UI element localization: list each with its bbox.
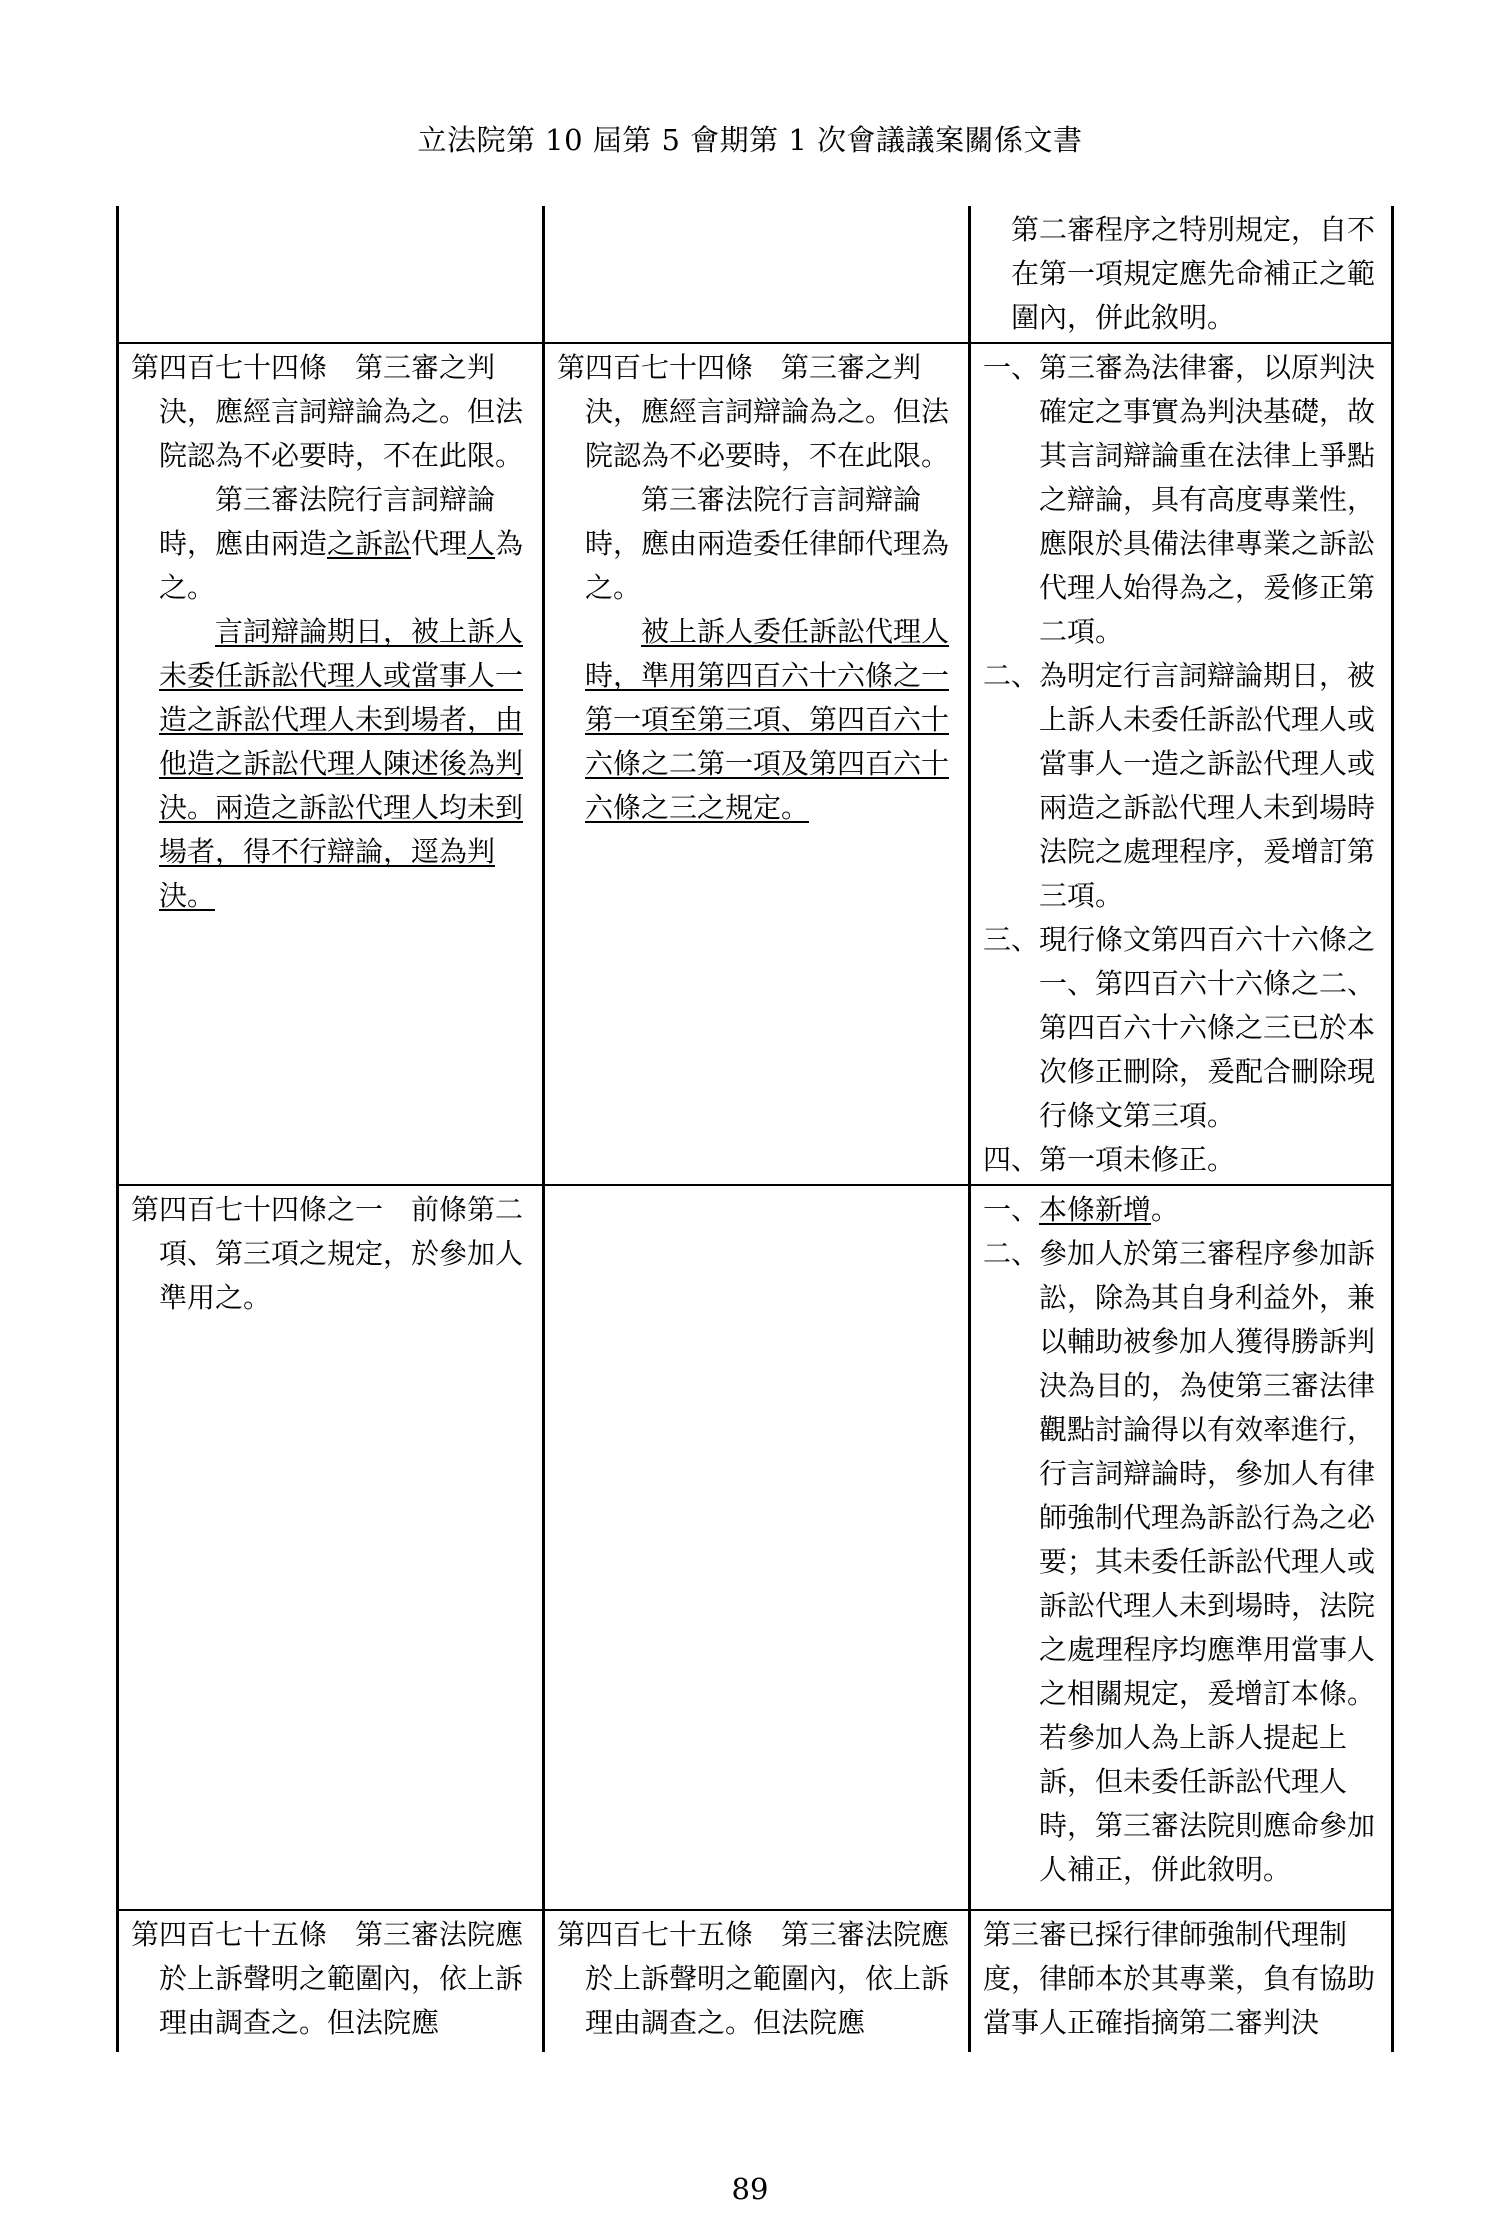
item-text: 參加人於第三審程序參加訴訟，除為其自身利益外，兼以輔助被參加人獲得勝訴判決為目的，為使第三審法律觀點討論得以有效率進行，行言詞辯論時，參加人有律師強制代理為訴訟行為之必要；其未委任訴訟代理人或訴訟代理人未到場時，法院之處理程序均應準用當事人之相關規定，爰增訂本條。若參加人為上訴人提起上訴，但未委任訴訟代理人時，第三審法院則應命參加人補正，併此敘明。: [1039, 1237, 1376, 1886]
amended-text: 人: [467, 527, 496, 560]
text-span: 為之。: [159, 527, 524, 604]
text-span: 代理: [411, 527, 468, 560]
cell-explanation-cont: [970, 206, 1393, 343]
article-text: 第四百七十四條 第三審之判決，應經言詞辯論為之。但法院認為不必要時，不在此限。: [131, 351, 524, 472]
list-item: [983, 1188, 1377, 1232]
article-text: 第四百七十四條之一 前條第二項、第三項之規定，於參加人準用之。: [131, 1193, 524, 1314]
article-paragraph: [131, 478, 528, 610]
cell-explanation: [970, 1185, 1393, 1910]
cell-current-cont: [544, 206, 970, 343]
item-number: 三、: [983, 923, 1040, 956]
text-span: 。: [1151, 1193, 1180, 1226]
item-text: 第三審為法律審，以原判決確定之事實為判決基礎，故其言詞辯論重在法律上爭點之辯論，具有高度專業性，應限於具備法律專業之訴訟代理人始得為之，爰修正第二項。: [1039, 351, 1376, 648]
cell-explanation: [970, 343, 1393, 1185]
article-text: 第四百七十五條 第三審法院應於上訴聲明之範圍內，依上訴理由調查之。但法院應: [557, 1918, 950, 2039]
item-number: 四、: [983, 1143, 1040, 1176]
article-paragraph: [557, 610, 954, 830]
table-row: [118, 1185, 1393, 1910]
cell-current-article: [544, 1910, 970, 2052]
item-text: 現行條文第四百六十六條之一、第四百六十六條之二、第四百六十六條之三已於本次修正刪除，爰配合刪除現行條文第三項。: [1039, 923, 1376, 1132]
cell-amended-article: [118, 1185, 544, 1910]
item-number: 二、: [983, 1237, 1040, 1270]
text-span: 第三審法院行言詞辯論時，應由兩造: [159, 483, 496, 560]
cell-amended-article: [118, 1910, 544, 2052]
article-paragraph: [131, 610, 528, 918]
item-number: 一、: [983, 1193, 1040, 1226]
amended-text: 本條新增: [1039, 1193, 1152, 1226]
table-row: [118, 1910, 1393, 2052]
list-item: [983, 918, 1377, 1138]
explanation-text: 第二審程序之特別規定，自不在第一項規定應先命補正之範圍內，併此敘明。: [1011, 213, 1376, 334]
document-header: 立法院第 10 屆第 5 會期第 1 次會議議案關係文書: [417, 123, 1083, 157]
list-item: [983, 346, 1377, 654]
table-row: [118, 343, 1393, 1185]
item-number: 一、: [983, 351, 1040, 384]
cell-current-article: [544, 1185, 970, 1910]
article-text: 第四百七十四條 第三審之判決，應經言詞辯論為之。但法院認為不必要時，不在此限。: [557, 351, 950, 472]
table-row: [118, 206, 1393, 343]
list-item: [983, 1232, 1377, 1892]
deleted-text: 被上訴人委任訴訟代理人時，準用第四百六十六條之一第一項至第三項、第四百六十六條之二第一項及第四百六十六條之三之規定。: [585, 615, 950, 824]
page-number: 89: [731, 2172, 769, 2206]
item-text: 第一項未修正。: [1039, 1143, 1236, 1176]
list-item: [983, 1138, 1377, 1182]
comparison-table: [116, 206, 1394, 2052]
cell-amended-article: [118, 343, 544, 1185]
cell-amended-cont: [118, 206, 544, 343]
item-text: [1039, 1188, 1377, 1232]
amended-text: 言詞辯論期日，被上訴人未委任訴訟代理人或當事人一造之訴訟代理人未到場者，由他造之訴訟代理人陳述後為判決。兩造之訴訟代理人均未到場者，得不行辯論，逕為判決。: [159, 615, 524, 912]
article-text: 第四百七十五條 第三審法院應於上訴聲明之範圍內，依上訴理由調查之。但法院應: [131, 1918, 524, 2039]
list-item: [983, 654, 1377, 918]
cell-current-article: [544, 343, 970, 1185]
item-text: 為明定行言詞辯論期日，被上訴人未委任訴訟代理人或當事人一造之訴訟代理人或兩造之訴訟代理人未到場時法院之處理程序，爰增訂第三項。: [1039, 659, 1376, 912]
item-number: 二、: [983, 659, 1040, 692]
cell-explanation: [970, 1910, 1393, 2052]
explanation-text: 第三審已採行律師強制代理制度，律師本於其專業，負有協助當事人正確指摘第二審判決: [983, 1918, 1376, 2039]
amended-text: 之訴訟: [327, 527, 412, 560]
article-paragraph: 第三審法院行言詞辯論時，應由兩造委任律師代理為之。: [585, 483, 950, 604]
